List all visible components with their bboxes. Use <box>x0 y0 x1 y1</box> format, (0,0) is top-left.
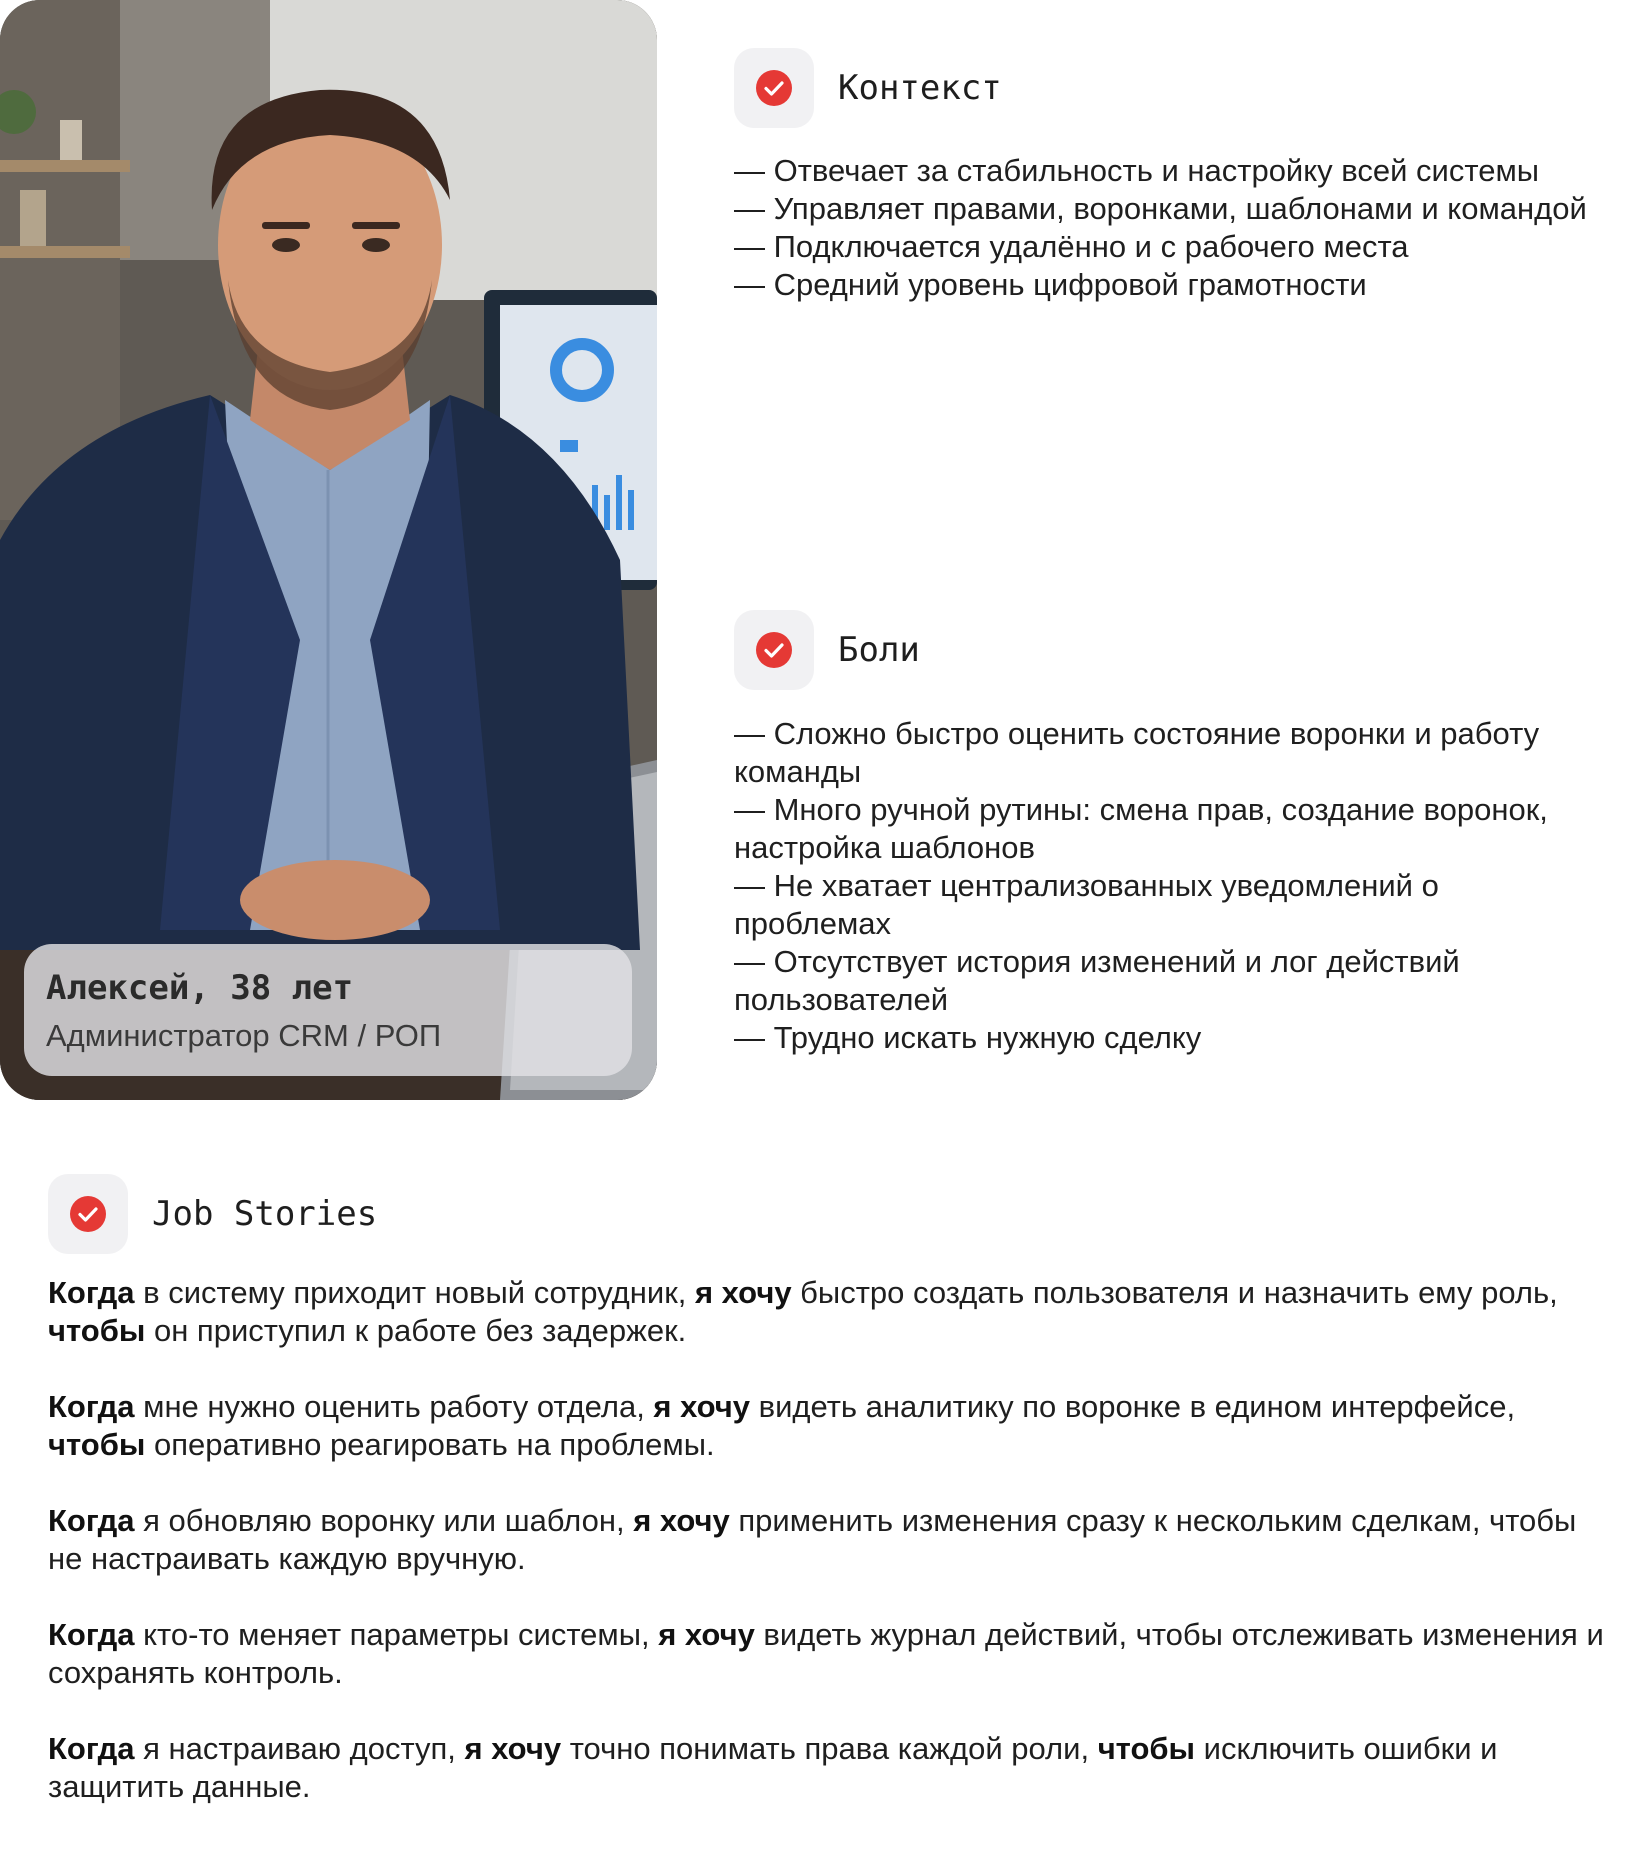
story-keyword: Когда <box>48 1731 135 1766</box>
job-story <box>48 1388 1618 1464</box>
check-circle-icon <box>755 631 793 669</box>
persona-name-plate <box>24 944 632 1076</box>
context-header <box>734 48 1002 128</box>
job-stories-badge <box>48 1174 128 1254</box>
story-keyword: чтобы <box>1097 1731 1196 1766</box>
context-item: — Управляет правами, воронками, шаблонами и командой <box>734 191 1587 226</box>
job-story <box>48 1730 1618 1806</box>
story-keyword: чтобы <box>48 1427 146 1462</box>
pains-header <box>734 610 920 690</box>
pain-item: — Не хватает централизованных уведомлений о проблемах <box>734 868 1439 941</box>
story-text: применить изменения сразу к нескольким сделкам, чтобы не настраивать каждую вручную. <box>48 1503 1577 1576</box>
story-text: оперативно реагировать на проблемы. <box>145 1427 715 1462</box>
context-badge <box>734 48 814 128</box>
persona-photo <box>0 0 657 1100</box>
story-text: видеть аналитику по воронке в едином интерфейсе, <box>750 1389 1516 1424</box>
context-title: Контекст <box>838 68 1002 108</box>
story-text: исключить ошибки и защитить данные. <box>48 1731 1498 1804</box>
pains-title: Боли <box>838 630 920 670</box>
check-circle-icon <box>755 69 793 107</box>
story-text: он приступил к работе без задержек. <box>145 1313 687 1348</box>
pain-item: — Отсутствует история изменений и лог действий пользователей <box>734 944 1460 1017</box>
job-stories-title: Job Stories <box>152 1194 378 1234</box>
pain-item: — Сложно быстро оценить состояние воронки и работу команды <box>734 716 1540 789</box>
context-item: — Подключается удалённо и с рабочего места <box>734 229 1409 264</box>
persona-role: Администратор CRM / РОП <box>46 1018 442 1053</box>
story-keyword: я хочу <box>658 1617 755 1652</box>
story-text: я настраиваю доступ, <box>134 1731 465 1766</box>
pain-item: — Трудно искать нужную сделку <box>734 1020 1202 1055</box>
story-keyword: я хочу <box>694 1275 792 1310</box>
check-circle-icon <box>69 1195 107 1233</box>
story-keyword: чтобы <box>48 1313 146 1348</box>
persona-name: Алексей, 38 лет <box>46 968 354 1008</box>
story-text: кто-то меняет параметры системы, <box>134 1617 659 1652</box>
context-list <box>734 152 1594 304</box>
story-text: быстро создать пользователя и назначить ему роль, <box>791 1275 1558 1310</box>
story-keyword: Когда <box>48 1389 135 1424</box>
story-keyword: Когда <box>48 1503 135 1538</box>
story-text: точно понимать права каждой роли, <box>561 1731 1098 1766</box>
story-keyword: я хочу <box>653 1389 750 1424</box>
job-stories-header <box>48 1174 377 1254</box>
story-keyword: Когда <box>48 1617 135 1652</box>
story-keyword: я хочу <box>633 1503 730 1538</box>
story-text: в систему приходит новый сотрудник, <box>134 1275 695 1310</box>
job-stories-list <box>48 1274 1618 1844</box>
context-item: — Средний уровень цифровой грамотности <box>734 267 1367 302</box>
story-text: я обновляю воронку или шаблон, <box>134 1503 634 1538</box>
job-story <box>48 1502 1618 1578</box>
job-story <box>48 1274 1618 1350</box>
story-keyword: Когда <box>48 1275 135 1310</box>
pain-item: — Много ручной рутины: смена прав, создание воронок, настройка шаблонов <box>734 792 1548 865</box>
pains-list <box>734 715 1594 1057</box>
story-keyword: я хочу <box>464 1731 562 1766</box>
pains-badge <box>734 610 814 690</box>
job-story <box>48 1616 1618 1692</box>
story-text: мне нужно оценить работу отдела, <box>134 1389 654 1424</box>
story-text: видеть журнал действий, чтобы отслеживать изменения и сохранять контроль. <box>48 1617 1604 1690</box>
persona-photo-card <box>0 0 657 1100</box>
context-item: — Отвечает за стабильность и настройку всей системы <box>734 153 1540 188</box>
